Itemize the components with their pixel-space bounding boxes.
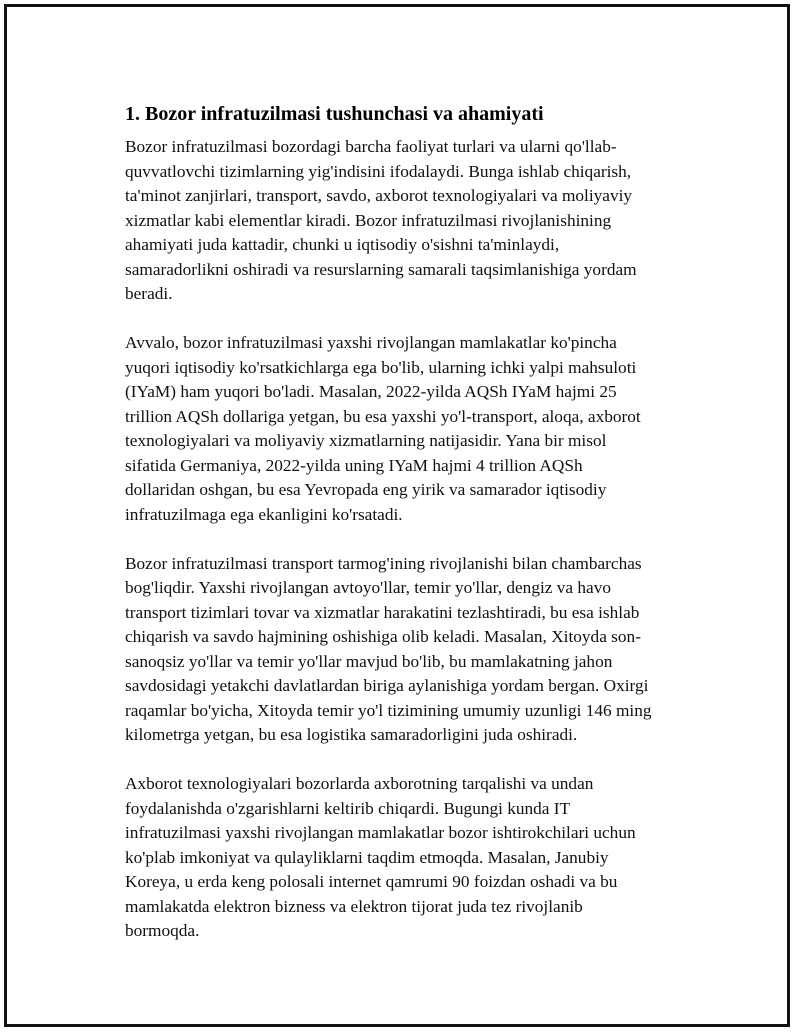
text-line: ahamiyati juda kattadir, chunki u iqtisodiy o'sishni ta'minlaydi, [125,235,560,254]
text-line: quvvatlovchi tizimlarning yig'indisini ifodalaydi. Bunga ishlab chiqarish, [125,161,632,181]
text-line: transport tizimlari tovar va xizmatlar harakatini tezlashtiradi, bu esa ishlab [125,602,640,622]
text-line: Bozor infratuzilmasi bozordagi barcha faoliyat turlari va ularni qo'llab- [125,137,617,156]
text-line: savdosidagi yetakchi davlatlardan biriga aylanishiga yordam bergan. Oxirgi [125,676,649,695]
text-line: sanoqsiz yo'llar va temir yo'llar mavjud bo'lib, bu mamlakatning jahon [125,651,613,671]
section-heading: 1. Bozor infratuzilmasi tushunchasi va ahamiyati [125,103,544,125]
text-line: sifatida Germaniya, 2022-yilda uning IYaM hajmi 4 trillion AQSh [125,455,583,475]
page-frame [4,4,790,1027]
text-line: trillion AQSh dollariga yetgan, bu esa yaxshi yo'l-transport, aloqa, axborot [125,406,641,426]
paragraph-it [125,772,690,944]
text-line: samaradorlikni oshiradi va resurslarning samarali taqsimlanishiga yordam [125,259,637,279]
text-line: chiqarish va savdo hajmining oshishiga olib keladi. Masalan, Xitoyda son- [125,627,641,646]
text-line: texnologiyalari va moliyaviy xizmatlarning natijasidir. Yana bir misol [125,431,607,450]
text-line: Axborot texnologiyalari bozorlarda axborotning tarqalishi va undan [125,774,594,793]
paragraph-intro [125,135,690,307]
text-line: beradi. [125,284,173,303]
text-line: ko'plab imkoniyat va qulayliklarni taqdim etmoqda. Masalan, Janubiy [125,847,609,867]
text-line: Koreya, u erda keng polosali internet qamrumi 90 foizdan oshadi va bu [125,872,618,891]
text-line: infratuzilmaga ega ekanligini ko'rsatadi. [125,504,403,524]
paragraph-gdp-examples [125,331,690,527]
text-line: xizmatlar kabi elementlar kiradi. Bozor infratuzilmasi rivojlanishining [125,210,612,230]
text-line: Bozor infratuzilmasi transport tarmog'ining rivojlanishi bilan chambarchas [125,553,642,573]
text-line: Avvalo, bozor infratuzilmasi yaxshi rivojlangan mamlakatlar ko'pincha [125,333,617,352]
text-line: mamlakatda elektron bizness va elektron tijorat juda tez rivojlanib [125,896,583,916]
text-line: dollaridan oshgan, bu esa Yevropada eng yirik va samarador iqtisodiy [125,480,607,499]
text-line: raqamlar bo'yicha, Xitoyda temir yo'l tizimining umumiy uzunligi 146 ming [125,700,652,720]
text-line: ta'minot zanjirlari, transport, savdo, axborot texnologiyalari va moliyaviy [125,186,633,205]
text-line: kilometrga yetgan, bu esa logistika samaradorligini juda oshiradi. [125,725,578,744]
text-line: bog'liqdir. Yaxshi rivojlangan avtoyo'llar, temir yo'llar, dengiz va havo [125,578,611,597]
text-line: foydalanishda o'zgarishlarni keltirib chiqardi. Bugungi kunda IT [125,798,571,818]
text-line: bormoqda. [125,921,200,940]
paragraph-transport [125,552,690,748]
text-line: (IYaM) ham yuqori bo'ladi. Masalan, 2022-yilda AQSh IYaM hajmi 25 [125,382,617,401]
document-body [125,101,690,968]
text-line: infratuzilmasi yaxshi rivojlangan mamlakatlar bozor ishtirokchilari uchun [125,823,636,842]
text-line: yuqori iqtisodiy ko'rsatkichlarga ega bo'lib, ularning ichki yalpi mahsuloti [125,357,637,377]
